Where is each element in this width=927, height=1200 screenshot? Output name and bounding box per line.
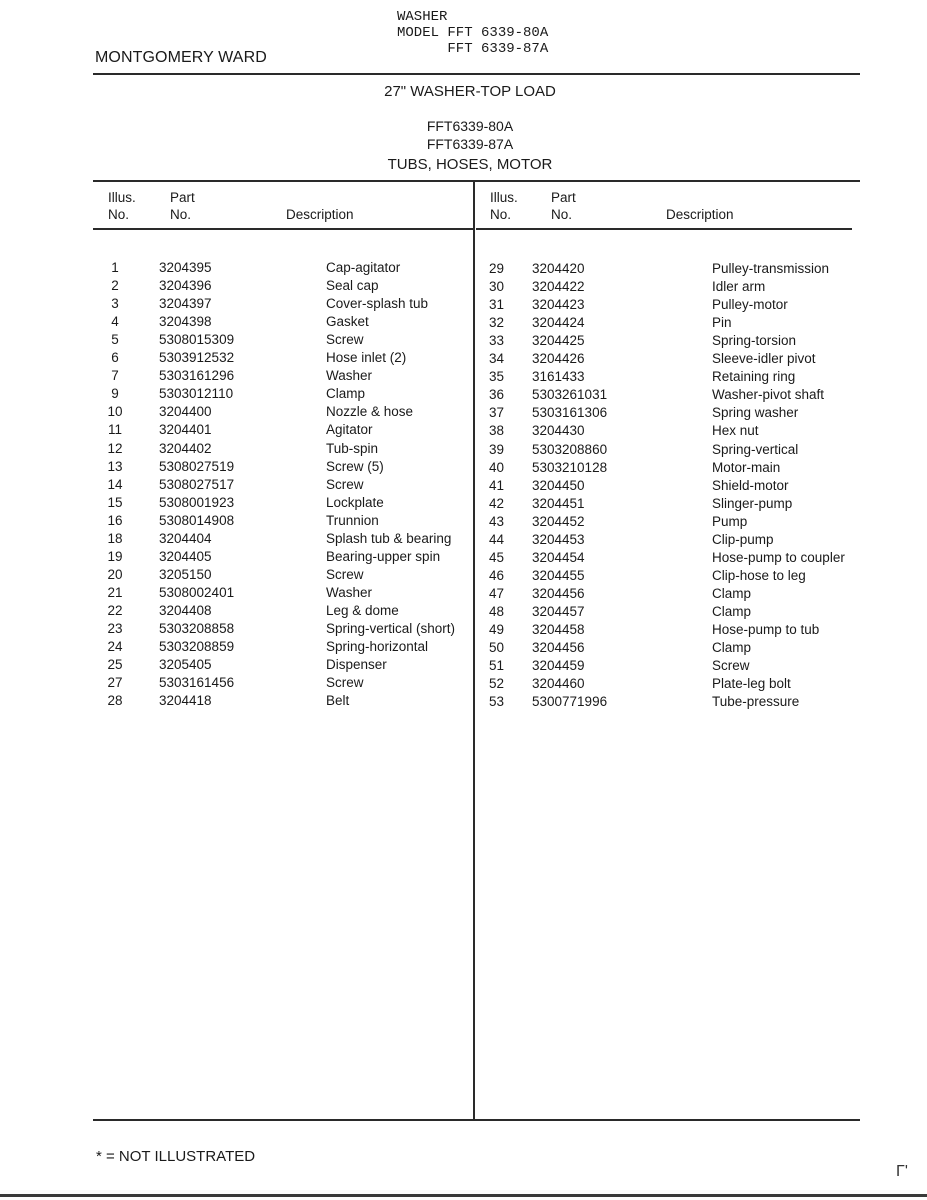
- illus-number: 15: [107, 494, 123, 510]
- not-illustrated-footnote: * = NOT ILLUSTRATED: [96, 1148, 256, 1165]
- table-row: [102, 602, 472, 620]
- part-number: 3204456: [532, 585, 585, 601]
- illus-number: 33: [489, 333, 505, 349]
- part-number: 3204422: [532, 279, 585, 295]
- part-description: Seal cap: [326, 278, 379, 294]
- illus-number: 35: [489, 369, 505, 385]
- table-row: [489, 621, 859, 639]
- part-description: Washer: [326, 584, 373, 600]
- part-number: 3204452: [532, 513, 585, 529]
- model-block-line-2: MODEL FFT 6339-80A: [397, 25, 549, 41]
- part-description: Clamp: [712, 585, 752, 601]
- part-number: 5308027517: [159, 476, 235, 492]
- table-row: [102, 331, 472, 349]
- illus-number: 34: [489, 351, 505, 367]
- illus-number: 14: [107, 476, 123, 492]
- table-row: [489, 350, 859, 368]
- part-number: 3204455: [532, 567, 585, 583]
- part-number: 5303912532: [159, 350, 235, 366]
- table-row: [489, 314, 859, 332]
- table-row: [489, 495, 859, 513]
- part-description: Hose-pump to tub: [712, 622, 820, 637]
- illus-number: 12: [107, 440, 123, 456]
- part-description: Gasket: [326, 314, 369, 330]
- table-row: [102, 530, 472, 548]
- header-no-label: No.: [551, 207, 573, 222]
- part-description: Agitator: [326, 422, 373, 438]
- part-description: Nozzle & hose: [326, 404, 414, 420]
- illus-number: 53: [489, 694, 505, 710]
- table-row: [489, 585, 859, 603]
- table-row: [102, 674, 472, 692]
- part-number: 5303208859: [159, 639, 235, 655]
- part-number: 3205405: [159, 657, 212, 673]
- header-illus-label: Illus.: [490, 190, 518, 205]
- table-row: [489, 459, 859, 477]
- part-number: 5303161456: [159, 675, 235, 691]
- part-description: Hex nut: [712, 423, 759, 439]
- table-row: [102, 367, 472, 385]
- illus-number: 38: [489, 423, 505, 439]
- part-description: Spring-horizontal: [326, 639, 429, 655]
- header-rule: [93, 73, 860, 75]
- illus-number: 49: [489, 622, 505, 637]
- illus-number: 41: [489, 477, 505, 493]
- table-row: [489, 260, 859, 278]
- table-row: [102, 349, 472, 367]
- part-number: 5308014908: [159, 512, 235, 528]
- part-description: Spring-vertical: [712, 441, 799, 457]
- illus-number: 6: [111, 350, 119, 366]
- illus-number: 19: [107, 548, 123, 564]
- part-number: 3204420: [532, 261, 585, 276]
- header-no-label: No.: [108, 207, 130, 222]
- table-header-rule-left: [93, 228, 473, 230]
- illus-number: 31: [489, 297, 505, 313]
- part-description: Screw (5): [326, 458, 384, 474]
- table-row: [102, 656, 472, 674]
- table-row: [102, 638, 472, 656]
- illus-number: 3: [111, 296, 119, 312]
- table-row: [489, 693, 859, 711]
- part-description: Screw: [326, 332, 364, 348]
- part-number: 3204425: [532, 333, 585, 349]
- part-description: Cap-agitator: [326, 260, 401, 275]
- part-number: 3204457: [532, 603, 585, 619]
- part-number: 5303261031: [532, 387, 608, 403]
- part-description: Screw: [326, 675, 364, 691]
- table-row: [102, 620, 472, 638]
- illus-number: 52: [489, 676, 505, 692]
- part-number: 5303161306: [532, 405, 608, 421]
- part-number: 3204450: [532, 477, 585, 493]
- part-description: Clip-hose to leg: [712, 567, 806, 583]
- illus-number: 2: [111, 278, 119, 294]
- part-description: Slinger-pump: [712, 495, 793, 511]
- part-description: Pump: [712, 513, 748, 529]
- illus-number: 44: [489, 531, 505, 547]
- illus-number: 11: [107, 422, 122, 438]
- part-description: Dispenser: [326, 657, 387, 673]
- part-description: Pulley-transmission: [712, 261, 830, 276]
- part-number: 3204405: [159, 548, 212, 564]
- part-number: 3161433: [532, 369, 585, 385]
- illus-number: 30: [489, 279, 505, 295]
- model-block-line-3: FFT 6339-87A: [397, 41, 549, 57]
- table-row: [102, 421, 472, 439]
- illus-number: 43: [489, 513, 505, 529]
- part-description: Spring-vertical (short): [326, 621, 456, 636]
- table-row: [489, 386, 859, 404]
- table-row: [489, 404, 859, 422]
- part-number: 3204401: [159, 422, 212, 438]
- part-description: Tub-spin: [326, 440, 379, 456]
- header-part-label: Part: [170, 190, 195, 205]
- table-bottom-rule: [93, 1119, 860, 1121]
- table-row: [489, 513, 859, 531]
- part-number: 5308001923: [159, 494, 235, 510]
- table-row: [489, 603, 859, 621]
- part-number: 3204408: [159, 602, 212, 618]
- header-illus-no: [490, 189, 518, 223]
- column-divider: [473, 180, 475, 1120]
- part-description: Pulley-motor: [712, 297, 788, 313]
- header-description: Description: [286, 207, 354, 222]
- illus-number: 32: [489, 315, 505, 331]
- part-number: 3204430: [532, 423, 585, 439]
- table-row: [102, 458, 472, 476]
- table-row: [489, 675, 859, 693]
- part-description: Bearing-upper spin: [326, 548, 441, 564]
- part-number: 3204423: [532, 297, 585, 313]
- illus-number: 39: [489, 441, 505, 457]
- part-description: Leg & dome: [326, 602, 399, 618]
- part-description: Screw: [326, 476, 364, 492]
- part-number: 5303210128: [532, 459, 608, 475]
- part-description: Shield-motor: [712, 477, 789, 493]
- model-number-a: FFT6339-80A: [426, 118, 514, 134]
- illus-number: 27: [107, 675, 123, 691]
- page-bottom-edge: [0, 1194, 927, 1197]
- illus-number: 10: [107, 404, 123, 420]
- model-block: [397, 9, 548, 57]
- illus-number: 18: [107, 530, 123, 546]
- table-row: [102, 494, 472, 512]
- part-number: 5303012110: [159, 386, 234, 402]
- table-row: [489, 657, 859, 675]
- part-description: Spring-torsion: [712, 333, 797, 349]
- part-description: Pin: [712, 315, 732, 331]
- part-description: Clamp: [712, 603, 752, 619]
- table-header-rule-right: [476, 228, 852, 230]
- table-row: [102, 385, 472, 403]
- table-row: [489, 639, 859, 657]
- table-row: [102, 584, 472, 602]
- table-row: [102, 277, 472, 295]
- header-part-label: Part: [551, 190, 576, 205]
- page-corner-mark: Γ': [896, 1163, 908, 1180]
- part-number: 3205150: [159, 566, 212, 582]
- part-description: Clamp: [326, 386, 366, 402]
- illus-number: 9: [111, 386, 119, 402]
- part-number: 3204458: [532, 622, 585, 637]
- table-row: [489, 368, 859, 386]
- table-row: [489, 441, 859, 459]
- brand-name: MONTGOMERY WARD: [95, 49, 267, 66]
- illus-number: 29: [489, 261, 505, 276]
- part-number: 3204418: [159, 693, 212, 709]
- illus-number: 4: [111, 314, 119, 330]
- part-number: 5303208860: [532, 441, 608, 457]
- model-block-line-1: WASHER: [397, 9, 448, 25]
- part-number: 3204395: [159, 260, 212, 275]
- part-description: Cover-splash tub: [326, 296, 429, 312]
- illus-number: 22: [107, 602, 123, 618]
- illus-number: 40: [489, 459, 505, 475]
- part-description: Clip-pump: [712, 531, 774, 547]
- table-top-rule: [93, 180, 860, 182]
- part-number: 3204398: [159, 314, 212, 330]
- part-number: 5303161296: [159, 368, 235, 384]
- part-number: 3204424: [532, 315, 585, 331]
- table-row: [489, 477, 859, 495]
- part-number: 3204460: [532, 676, 585, 692]
- section-title: TUBS, HOSES, MOTOR: [387, 156, 553, 173]
- illus-number: 23: [107, 621, 123, 636]
- part-number: 3204426: [532, 351, 585, 367]
- header-part-no: [170, 189, 195, 223]
- illus-number: 46: [489, 567, 505, 583]
- product-title: 27" WASHER-TOP LOAD: [384, 83, 556, 100]
- part-description: Screw: [712, 658, 750, 674]
- part-number: 5308027519: [159, 458, 235, 474]
- illus-number: 42: [489, 495, 505, 511]
- illus-number: 1: [111, 260, 119, 275]
- illus-number: 5: [111, 332, 119, 348]
- table-row: [489, 296, 859, 314]
- part-number: 5308002401: [159, 584, 235, 600]
- part-description: Clamp: [712, 640, 752, 656]
- table-row: [489, 422, 859, 440]
- part-number: 3204453: [532, 531, 585, 547]
- illus-number: 20: [107, 566, 123, 582]
- illus-number: 16: [107, 512, 123, 528]
- illus-number: 13: [107, 458, 123, 474]
- illus-number: 21: [107, 584, 123, 600]
- illus-number: 7: [111, 368, 119, 384]
- part-description: Hose inlet (2): [326, 350, 407, 366]
- illus-number: 48: [489, 603, 505, 619]
- part-description: Retaining ring: [712, 369, 796, 385]
- illus-number: 45: [489, 549, 505, 565]
- part-number: 5300771996: [532, 694, 608, 710]
- part-number: 3204400: [159, 404, 212, 420]
- table-row: [489, 332, 859, 350]
- table-row: [489, 531, 859, 549]
- header-illus-no: [108, 189, 136, 223]
- part-number: 3204404: [159, 530, 212, 546]
- illus-number: 47: [489, 585, 505, 601]
- part-description: Trunnion: [326, 512, 379, 528]
- table-row: [489, 567, 859, 585]
- part-description: Tube-pressure: [712, 694, 800, 710]
- part-description: Belt: [326, 693, 350, 709]
- table-row: [102, 512, 472, 530]
- part-description: Idler arm: [712, 279, 766, 295]
- illus-number: 28: [107, 693, 123, 709]
- illus-number: 51: [489, 658, 505, 674]
- part-description: Hose-pump to coupler: [712, 549, 845, 565]
- model-number-b: FFT6339-87A: [426, 136, 514, 152]
- part-number: 5303208858: [159, 621, 235, 636]
- part-number: 3204451: [532, 495, 585, 511]
- table-row: [102, 566, 472, 584]
- part-number: 3204402: [159, 440, 212, 456]
- part-description: Splash tub & bearing: [326, 530, 452, 546]
- header-illus-label: Illus.: [108, 190, 136, 205]
- part-number: 5308015309: [159, 332, 235, 348]
- part-description: Washer-pivot shaft: [712, 387, 825, 403]
- table-row: [102, 295, 472, 313]
- header-description: Description: [666, 207, 734, 222]
- header-no-label: No.: [170, 207, 192, 222]
- part-description: Screw: [326, 566, 364, 582]
- table-row: [102, 313, 472, 331]
- part-description: Spring washer: [712, 405, 799, 421]
- header-no-label: No.: [490, 207, 512, 222]
- table-row: [102, 476, 472, 494]
- part-number: 3204396: [159, 278, 212, 294]
- illus-number: 24: [107, 639, 123, 655]
- part-description: Washer: [326, 368, 373, 384]
- part-number: 3204454: [532, 549, 585, 565]
- part-description: Motor-main: [712, 459, 781, 475]
- part-description: Plate-leg bolt: [712, 676, 791, 692]
- part-description: Lockplate: [326, 494, 384, 510]
- illus-number: 37: [489, 405, 505, 421]
- illus-number: 36: [489, 387, 505, 403]
- illus-number: 50: [489, 640, 505, 656]
- table-row: [102, 259, 472, 277]
- table-row: [489, 549, 859, 567]
- part-description: Sleeve-idler pivot: [712, 351, 816, 367]
- table-row: [102, 692, 472, 710]
- table-row: [102, 403, 472, 421]
- table-row: [489, 278, 859, 296]
- part-number: 3204459: [532, 658, 585, 674]
- part-number: 3204456: [532, 640, 585, 656]
- part-number: 3204397: [159, 296, 212, 312]
- header-part-no: [551, 189, 576, 223]
- table-row: [102, 440, 472, 458]
- table-row: [102, 548, 472, 566]
- illus-number: 25: [107, 657, 123, 673]
